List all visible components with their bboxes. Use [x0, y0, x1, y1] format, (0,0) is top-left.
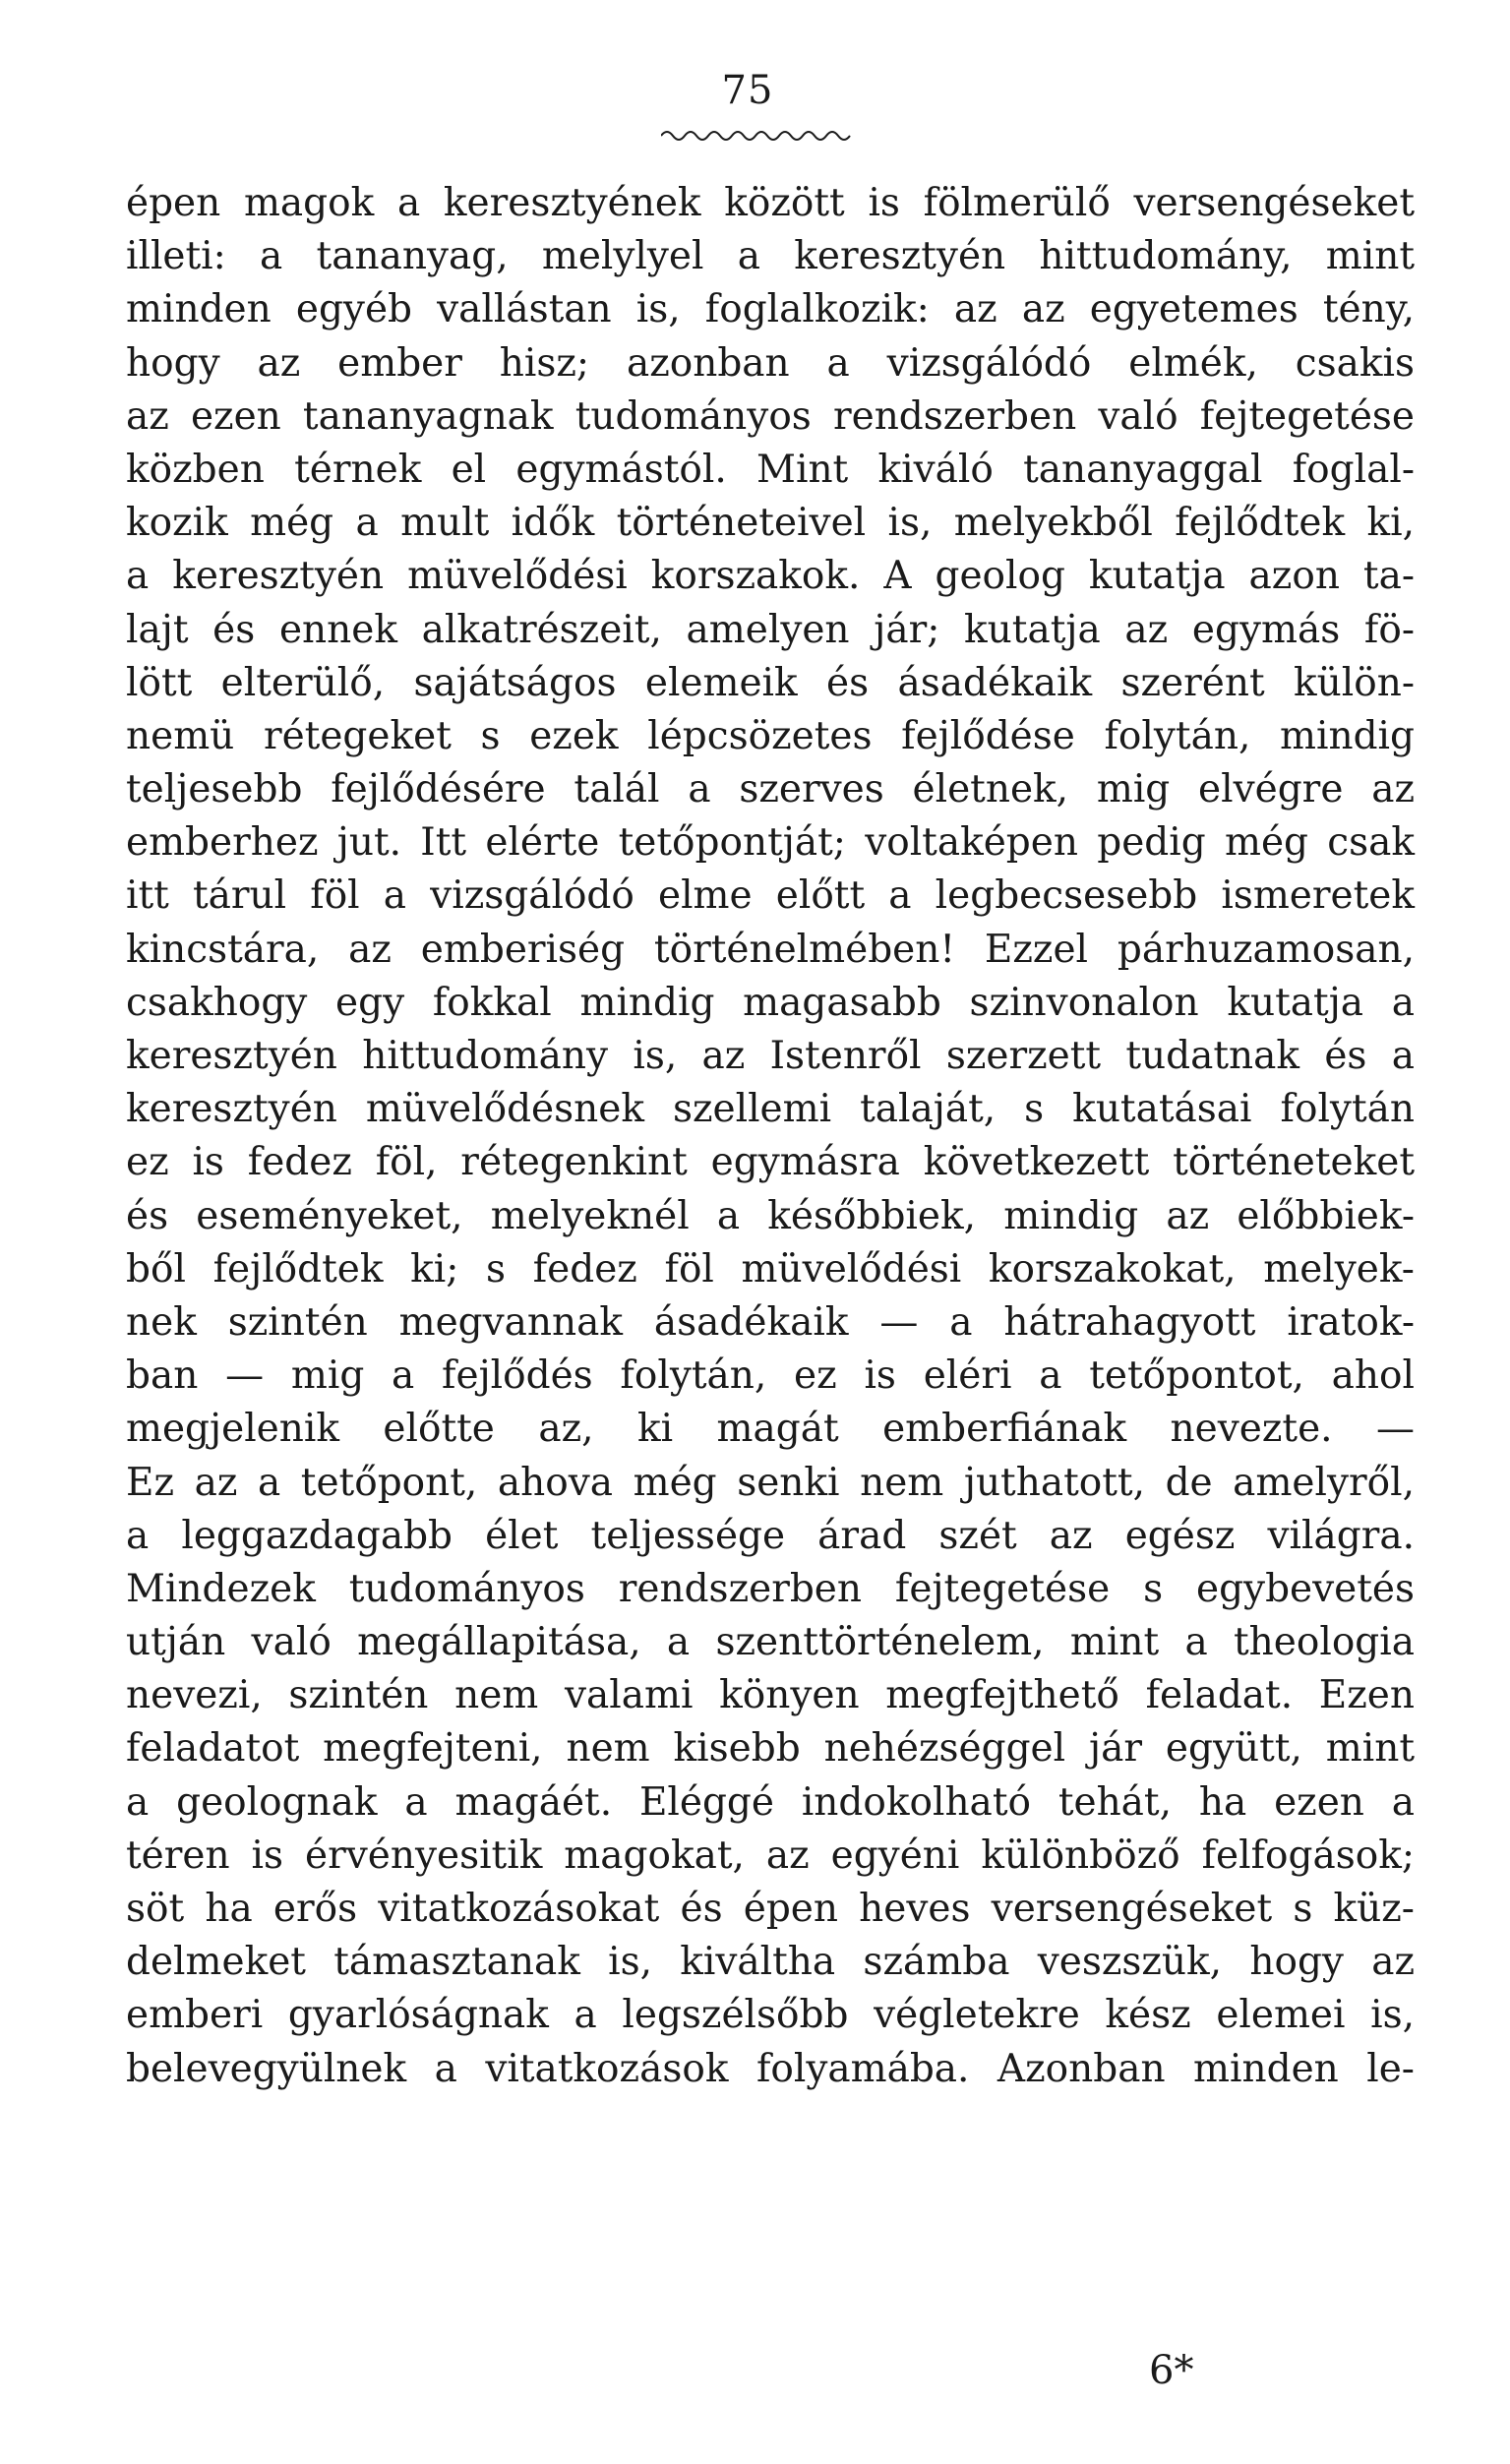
text-line: illeti: a tananyag, melylyel a keresztyén hittudomány, mint	[126, 234, 1415, 279]
text-line: nevezi, szintén nem valami könyen megfejthető feladat. Ezen	[126, 1673, 1415, 1718]
page-number: 75	[721, 68, 774, 113]
text-line: kozik még a mult idők történeteivel is, melyekből fejlődtek ki,	[126, 501, 1415, 546]
text-line: a geolognak a magáét. Eléggé indokolható tehát, ha ezen a	[126, 1779, 1415, 1825]
text-line: lött elterülő, sajátságos elemeik és ásadékaik szerént külön-	[126, 660, 1415, 705]
body-text	[126, 177, 1415, 2096]
text-line: megjelenik előtte az, ki magát emberfiának nevezte. —	[126, 1407, 1415, 1452]
text-line: ban — mig a fejlődés folytán, ez is eléri a tetőpontot, ahol	[126, 1353, 1415, 1399]
text-line: feladatot megfejteni, nem kisebb nehézséggel jár együtt, mint	[126, 1726, 1415, 1772]
text-line: és eseményeket, melyeknél a későbbiek, mindig az előbbiek-	[126, 1193, 1415, 1238]
text-line: a leggazdagabb élet teljessége árad szét az egész világra.	[126, 1513, 1415, 1558]
text-line: keresztyén müvelődésnek szellemi talaját, s kutatásai folytán	[126, 1087, 1415, 1132]
text-line: lajt és ennek alkatrészeit, amelyen jár; kutatja az egymás fö-	[126, 607, 1415, 652]
text-line: hogy az ember hisz; azonban a vizsgálódó elmék, csakis	[126, 340, 1415, 386]
text-line: teljesebb fejlődésére talál a szerves életnek, mig elvégre az	[126, 767, 1415, 812]
wavy-underline-ornament	[661, 128, 854, 144]
text-line: Ez az a tetőpont, ahova még senki nem juthatott, de amelyről,	[126, 1460, 1415, 1505]
text-line: keresztyén hittudomány is, az Istenről szerzett tudatnak és a	[126, 1034, 1415, 1078]
text-line: közben térnek el egymástól. Mint kiváló tananyaggal foglal-	[126, 447, 1415, 492]
text-line: emberhez jut. Itt elérte tetőpontját; voltaképen pedig még csak	[126, 820, 1415, 866]
text-line: a keresztyén müvelődési korszakok. A geolog kutatja azon ta-	[126, 554, 1415, 599]
text-line: kincstára, az emberiség történelmében! Ezzel párhuzamosan,	[126, 927, 1415, 972]
text-line: emberi gyarlóságnak a legszélsőbb végletekre kész elemei is,	[126, 1993, 1415, 2038]
text-line: az ezen tananyagnak tudományos rendszerben való fejtegetése	[126, 393, 1415, 439]
text-line: delmeket támasztanak is, kiváltha számba veszszük, hogy az	[126, 1940, 1415, 1985]
text-line: ez is fedez föl, rétegenkint egymásra következett történeteket	[126, 1140, 1415, 1185]
text-line: söt ha erős vitatkozásokat és épen heves versengéseket s küz-	[126, 1887, 1415, 1931]
text-line: minden egyéb vallástan is, foglalkozik: az az egyetemes tény,	[126, 287, 1415, 332]
text-line: nemü rétegeket s ezek lépcsözetes fejlődése folytán, mindig	[126, 713, 1415, 758]
text-line: itt tárul föl a vizsgálódó elme előtt a legbecsesebb ismeretek	[126, 873, 1415, 919]
text-line: csakhogy egy fokkal mindig magasabb szinvonalon kutatja a	[126, 980, 1415, 1025]
text-line: ből fejlődtek ki; s fedez föl müvelődési korszakokat, melyek-	[126, 1246, 1415, 1292]
text-line: belevegyülnek a vitatkozások folyamába. Azonban minden le-	[126, 2046, 1415, 2091]
text-line: téren is érvényesitik magokat, az egyéni különböző felfogások;	[126, 1833, 1415, 1878]
text-line: utján való megállapitása, a szenttörténelem, mint a theologia	[126, 1620, 1415, 1665]
text-line: épen magok a keresztyének között is fölmerülő versengéseket	[126, 181, 1415, 225]
signature-mark: 6*	[1149, 2348, 1194, 2393]
text-line: nek szintén megvannak ásadékaik — a hátrahagyott iratok-	[126, 1299, 1415, 1345]
text-line: Mindezek tudományos rendszerben fejtegetése s egybevetés	[126, 1566, 1415, 1611]
